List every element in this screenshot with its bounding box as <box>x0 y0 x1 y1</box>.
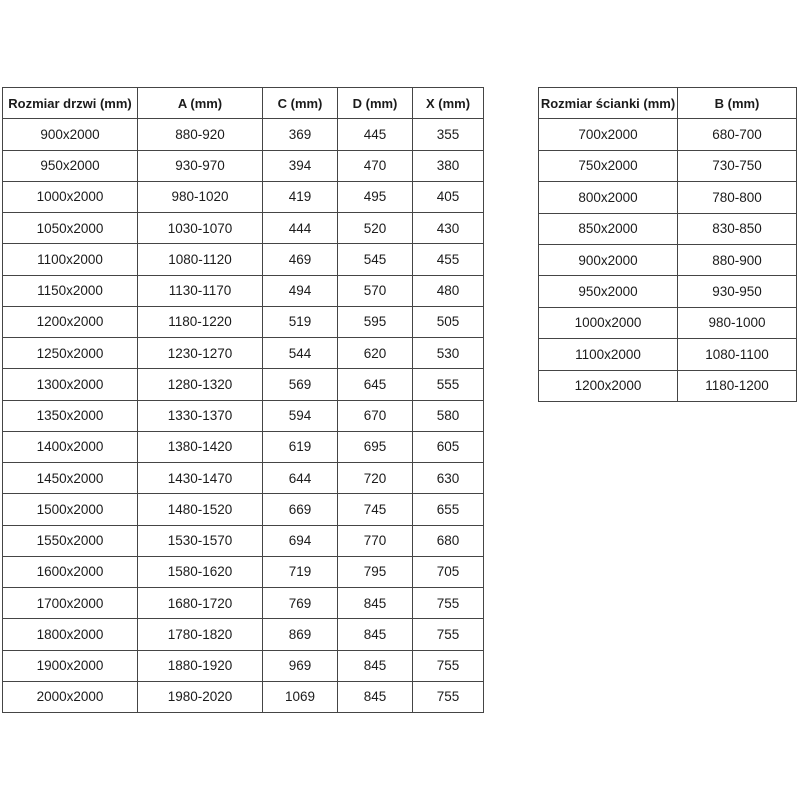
table-cell: 1450x2000 <box>3 463 138 494</box>
table-cell: 700x2000 <box>539 119 678 150</box>
table-cell: 745 <box>338 494 413 525</box>
table-cell: 1800x2000 <box>3 619 138 650</box>
table-cell: 1000x2000 <box>539 307 678 338</box>
table-cell: 880-920 <box>138 119 263 150</box>
table-cell: 1080-1100 <box>678 339 797 370</box>
table-cell: 770 <box>338 525 413 556</box>
table-row <box>3 650 484 681</box>
table-row <box>3 119 484 150</box>
table-cell: 755 <box>413 619 484 650</box>
table-cell: 480 <box>413 275 484 306</box>
table-cell: 1530-1570 <box>138 525 263 556</box>
table-cell: 950x2000 <box>539 276 678 307</box>
table-cell: 930-950 <box>678 276 797 307</box>
table-cell: 2000x2000 <box>3 681 138 712</box>
table-row <box>539 276 797 307</box>
table-cell: 694 <box>263 525 338 556</box>
door-size-table <box>2 87 484 713</box>
table-cell: 1280-1320 <box>138 369 263 400</box>
table-cell: 720 <box>338 463 413 494</box>
table-row <box>3 431 484 462</box>
table-cell: 769 <box>263 588 338 619</box>
table-cell: 580 <box>413 400 484 431</box>
table-cell: 570 <box>338 275 413 306</box>
table-row <box>539 244 797 275</box>
table-row <box>3 556 484 587</box>
table-row <box>539 150 797 181</box>
table-cell: 469 <box>263 244 338 275</box>
table-cell: 1780-1820 <box>138 619 263 650</box>
table-cell: 680-700 <box>678 119 797 150</box>
table-cell: 369 <box>263 119 338 150</box>
table-cell: 1100x2000 <box>539 339 678 370</box>
table-cell: 1250x2000 <box>3 338 138 369</box>
column-header: C (mm) <box>263 88 338 119</box>
table-cell: 455 <box>413 244 484 275</box>
table-row <box>3 400 484 431</box>
table-row <box>539 370 797 401</box>
table-cell: 1400x2000 <box>3 431 138 462</box>
table-cell: 1550x2000 <box>3 525 138 556</box>
header-row <box>539 88 797 119</box>
table-row <box>3 150 484 181</box>
table-cell: 950x2000 <box>3 150 138 181</box>
table-row <box>539 307 797 338</box>
table-cell: 355 <box>413 119 484 150</box>
table-cell: 680 <box>413 525 484 556</box>
table-cell: 595 <box>338 306 413 337</box>
table-cell: 1480-1520 <box>138 494 263 525</box>
table-cell: 1130-1170 <box>138 275 263 306</box>
table-cell: 869 <box>263 619 338 650</box>
table-cell: 1600x2000 <box>3 556 138 587</box>
table-cell: 1380-1420 <box>138 431 263 462</box>
table-cell: 780-800 <box>678 182 797 213</box>
table-cell: 594 <box>263 400 338 431</box>
table-cell: 1200x2000 <box>539 370 678 401</box>
table-cell: 530 <box>413 338 484 369</box>
table-cell: 605 <box>413 431 484 462</box>
wall-size-table-body <box>539 119 797 402</box>
table-cell: 1050x2000 <box>3 213 138 244</box>
table-cell: 470 <box>338 150 413 181</box>
table-cell: 545 <box>338 244 413 275</box>
table-cell: 980-1000 <box>678 307 797 338</box>
table-cell: 505 <box>413 306 484 337</box>
table-cell: 730-750 <box>678 150 797 181</box>
table-cell: 1580-1620 <box>138 556 263 587</box>
table-cell: 969 <box>263 650 338 681</box>
table-cell: 630 <box>413 463 484 494</box>
table-cell: 619 <box>263 431 338 462</box>
table-cell: 1430-1470 <box>138 463 263 494</box>
column-header: Rozmiar ścianki (mm) <box>539 88 678 119</box>
table-cell: 430 <box>413 213 484 244</box>
header-row <box>3 88 484 119</box>
table-cell: 755 <box>413 588 484 619</box>
table-row <box>3 244 484 275</box>
table-cell: 930-970 <box>138 150 263 181</box>
table-cell: 1500x2000 <box>3 494 138 525</box>
table-row <box>3 681 484 712</box>
table-cell: 1680-1720 <box>138 588 263 619</box>
table-cell: 1300x2000 <box>3 369 138 400</box>
table-cell: 845 <box>338 619 413 650</box>
table-cell: 830-850 <box>678 213 797 244</box>
table-cell: 655 <box>413 494 484 525</box>
column-header: A (mm) <box>138 88 263 119</box>
table-cell: 1180-1200 <box>678 370 797 401</box>
table-cell: 695 <box>338 431 413 462</box>
table-cell: 1080-1120 <box>138 244 263 275</box>
table-cell: 755 <box>413 650 484 681</box>
column-header: D (mm) <box>338 88 413 119</box>
table-cell: 644 <box>263 463 338 494</box>
table-cell: 1069 <box>263 681 338 712</box>
table-row <box>539 119 797 150</box>
column-header: Rozmiar drzwi (mm) <box>3 88 138 119</box>
table-cell: 1150x2000 <box>3 275 138 306</box>
table-cell: 705 <box>413 556 484 587</box>
wall-size-table-header <box>539 88 797 119</box>
table-cell: 494 <box>263 275 338 306</box>
table-cell: 1900x2000 <box>3 650 138 681</box>
table-cell: 444 <box>263 213 338 244</box>
table-cell: 1100x2000 <box>3 244 138 275</box>
table-cell: 755 <box>413 681 484 712</box>
table-row <box>3 463 484 494</box>
table-cell: 980-1020 <box>138 181 263 212</box>
table-cell: 795 <box>338 556 413 587</box>
table-row <box>539 213 797 244</box>
table-cell: 670 <box>338 400 413 431</box>
table-row <box>3 181 484 212</box>
table-row <box>3 588 484 619</box>
table-row <box>3 275 484 306</box>
table-cell: 1880-1920 <box>138 650 263 681</box>
table-cell: 800x2000 <box>539 182 678 213</box>
table-cell: 845 <box>338 650 413 681</box>
table-cell: 419 <box>263 181 338 212</box>
table-cell: 845 <box>338 588 413 619</box>
table-cell: 1200x2000 <box>3 306 138 337</box>
door-size-table-body <box>3 119 484 713</box>
wall-size-table <box>538 87 797 402</box>
table-cell: 845 <box>338 681 413 712</box>
table-cell: 555 <box>413 369 484 400</box>
table-row <box>3 306 484 337</box>
table-cell: 900x2000 <box>3 119 138 150</box>
column-header: X (mm) <box>413 88 484 119</box>
table-cell: 544 <box>263 338 338 369</box>
table-row <box>539 339 797 370</box>
table-cell: 750x2000 <box>539 150 678 181</box>
table-row <box>3 369 484 400</box>
table-cell: 380 <box>413 150 484 181</box>
table-cell: 620 <box>338 338 413 369</box>
table-cell: 519 <box>263 306 338 337</box>
table-cell: 1980-2020 <box>138 681 263 712</box>
table-cell: 645 <box>338 369 413 400</box>
table-cell: 719 <box>263 556 338 587</box>
table-row <box>3 494 484 525</box>
table-cell: 1230-1270 <box>138 338 263 369</box>
table-row <box>3 213 484 244</box>
table-cell: 394 <box>263 150 338 181</box>
table-cell: 850x2000 <box>539 213 678 244</box>
table-cell: 1330-1370 <box>138 400 263 431</box>
door-size-table-header <box>3 88 484 119</box>
table-cell: 1030-1070 <box>138 213 263 244</box>
table-cell: 405 <box>413 181 484 212</box>
table-cell: 1000x2000 <box>3 181 138 212</box>
table-cell: 520 <box>338 213 413 244</box>
table-cell: 900x2000 <box>539 244 678 275</box>
table-row <box>3 338 484 369</box>
table-cell: 880-900 <box>678 244 797 275</box>
table-cell: 669 <box>263 494 338 525</box>
table-cell: 1350x2000 <box>3 400 138 431</box>
table-row <box>3 619 484 650</box>
table-cell: 1700x2000 <box>3 588 138 619</box>
table-cell: 495 <box>338 181 413 212</box>
table-row <box>3 525 484 556</box>
table-cell: 1180-1220 <box>138 306 263 337</box>
table-row <box>539 182 797 213</box>
table-cell: 445 <box>338 119 413 150</box>
table-cell: 569 <box>263 369 338 400</box>
column-header: B (mm) <box>678 88 797 119</box>
